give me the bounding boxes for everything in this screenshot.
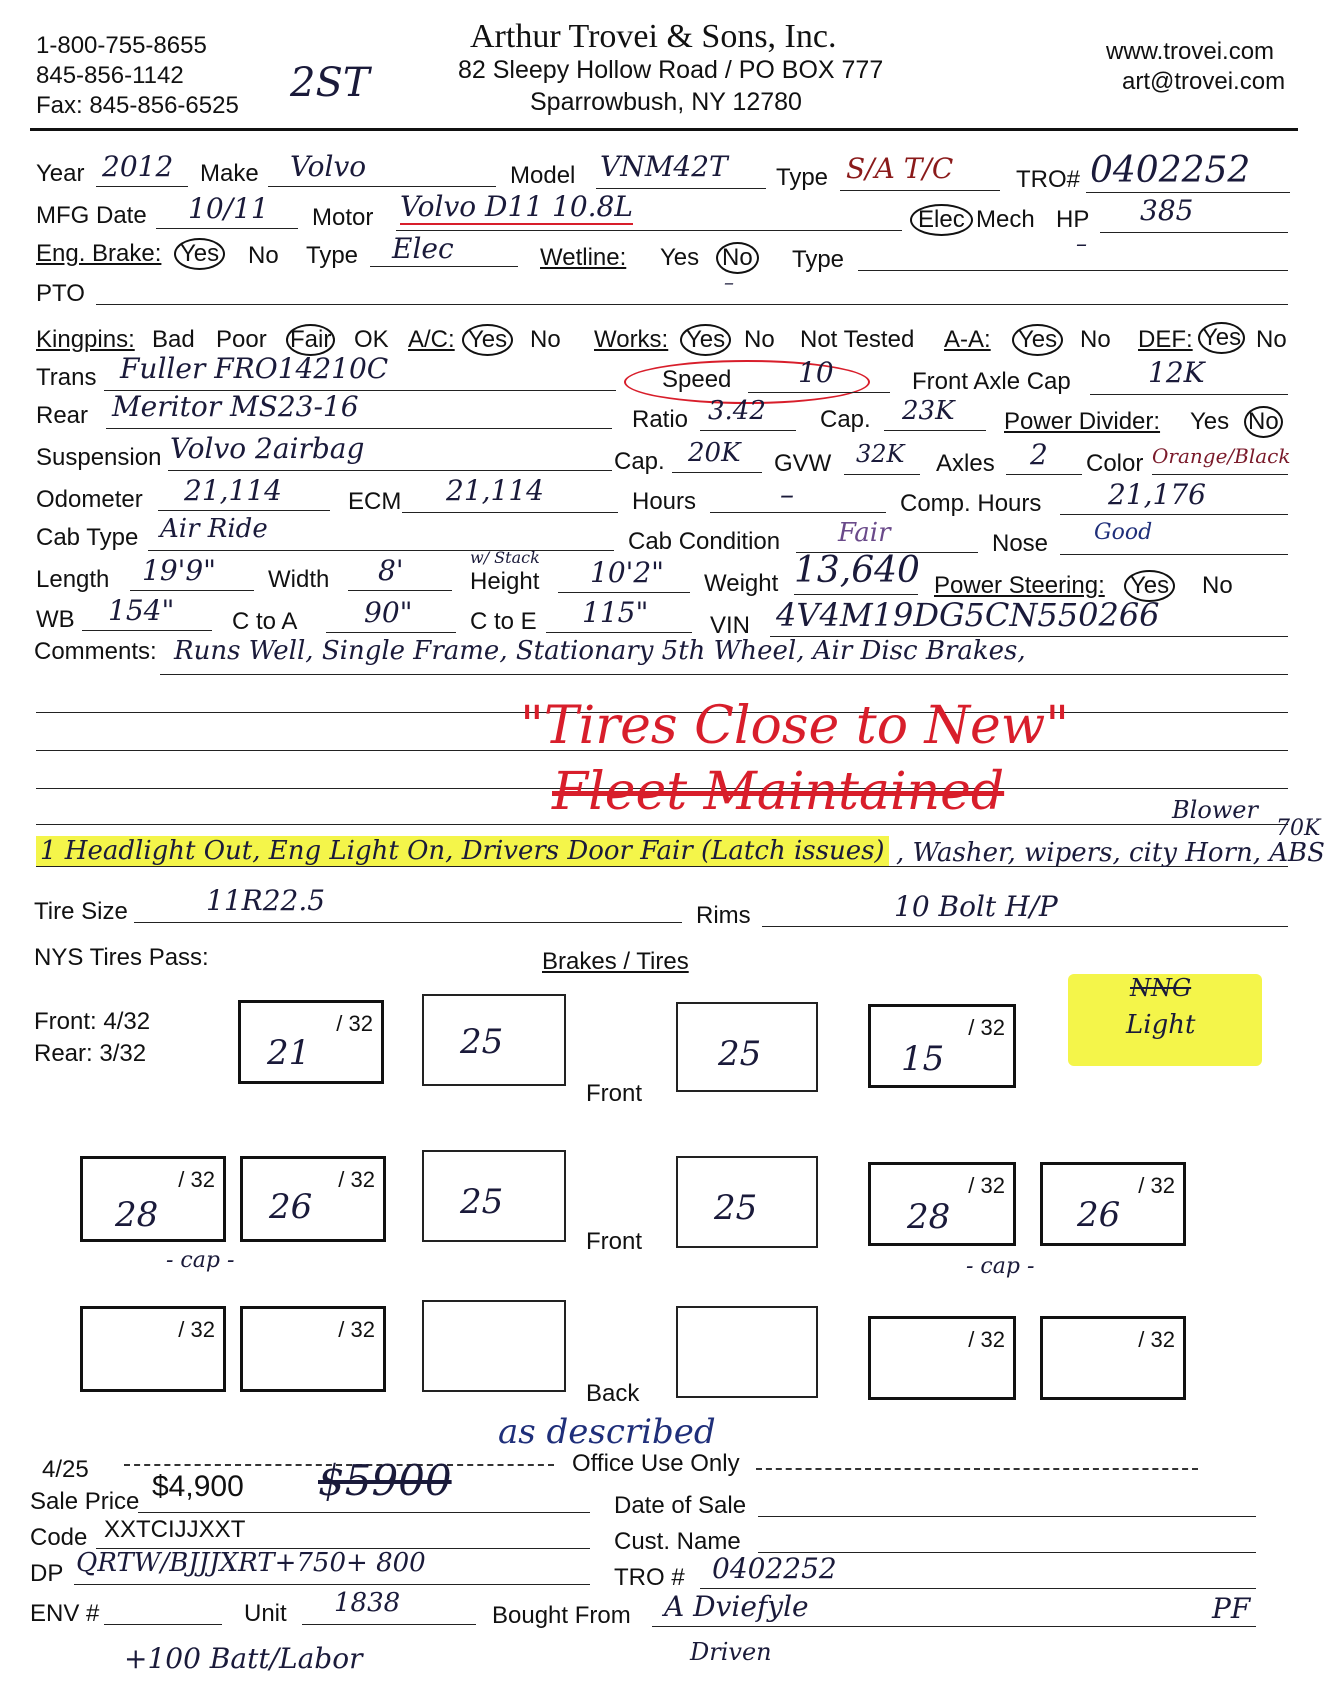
cab-condition-value: Fair [838, 518, 891, 548]
pf-note: PF [1212, 1592, 1251, 1625]
comment-fleet-maintained: Fleet Maintained [552, 762, 1005, 822]
tread-value: 15 [901, 1039, 945, 1079]
tire-box-front-right [868, 1004, 1016, 1088]
gvw-label: GVW [774, 450, 832, 477]
bought-from-value: A Dviefyle [664, 1590, 809, 1623]
tire-box-mid-outer-left [80, 1156, 226, 1242]
hp-value: 385 [1140, 194, 1194, 227]
type-value: S/A T/C [846, 152, 954, 185]
dp-label: DP [30, 1560, 64, 1587]
kingpins-fair-circled: Fair [286, 324, 335, 356]
bought-from-label: Bought From [492, 1602, 631, 1629]
wetline-label: Wetline: [540, 244, 627, 271]
height-note: w/ Stack [470, 548, 540, 567]
front-spec: Front: 4/32 [34, 1008, 151, 1035]
vin-value: 4V4M19DG5CN550266 [776, 596, 1160, 634]
motor-label: Motor [312, 204, 374, 231]
kingpins-bad: Bad [152, 326, 195, 353]
brake-box-rear-right [676, 1306, 818, 1398]
comment-highlighted: 1 Headlight Out, Eng Light On, Drivers Door Fair (Latch issues) [36, 836, 889, 866]
brake-value: 25 [460, 1182, 504, 1222]
length-value: 19'9" [142, 554, 217, 587]
tire-size-value: 11R22.5 [206, 884, 326, 917]
pto-label: PTO [36, 280, 85, 307]
year-label: Year [36, 160, 85, 187]
tire-size-label: Tire Size [34, 898, 128, 925]
tire-box-rear-inner-left [240, 1306, 386, 1392]
tro-value: 0402252 [1090, 150, 1251, 191]
tire-box-mid-inner-left [240, 1156, 386, 1242]
brake-value: 25 [460, 1022, 504, 1062]
tire-box-mid-inner-right [868, 1162, 1016, 1246]
power-steering-yes-circled: Yes [1124, 570, 1175, 602]
nys-note-1: NNG [1130, 974, 1192, 1002]
wb-label: WB [36, 606, 75, 633]
mfg-date-value: 10/11 [188, 192, 269, 225]
width-value: 8' [378, 554, 404, 587]
comments-label: Comments: [34, 638, 157, 665]
driven-note: Driven [690, 1638, 772, 1666]
vin-label: VIN [710, 612, 751, 639]
tro-number-label: TRO # [614, 1564, 685, 1591]
wetline-no-circled: No [716, 242, 759, 274]
tro-number-value: 0402252 [712, 1552, 837, 1585]
works-label: Works: [594, 326, 669, 353]
tire-box-rear-outer-left [80, 1306, 226, 1392]
cab-type-label: Cab Type [36, 524, 139, 551]
unit-label: Unit [244, 1600, 287, 1627]
nose-label: Nose [992, 530, 1049, 557]
brake-value: 25 [714, 1188, 758, 1228]
wetline-type-label: Type [792, 246, 845, 273]
dp-value: QRTW/BJJJXRT+750+ 800 [76, 1548, 426, 1578]
batt-labor-note: +100 Batt/Labor [124, 1642, 363, 1675]
height-value: 10'2" [590, 556, 665, 589]
aa-yes-circled: Yes [1012, 324, 1063, 356]
suspension-value: Volvo 2airbag [170, 432, 365, 465]
kingpins-ok: OK [354, 326, 389, 353]
old-price-struck: $5900 [318, 1456, 452, 1505]
works-not-tested: Not Tested [800, 326, 915, 353]
eng-brake-type-value: Elec [392, 232, 454, 265]
front-label-1: Front [586, 1080, 643, 1107]
per32-label: / 32 [336, 1011, 373, 1036]
aa-no: No [1080, 326, 1111, 353]
ecm-label: ECM [348, 488, 402, 515]
brake-box-front-right [676, 1002, 818, 1092]
brake-value: 25 [718, 1034, 762, 1074]
sale-price-value: $4,900 [152, 1470, 244, 1503]
comp-hours-value: 21,176 [1108, 478, 1206, 511]
c-to-a-value: 90" [364, 596, 413, 629]
length-label: Length [36, 566, 110, 593]
tire-box-mid-outer-right [1040, 1162, 1186, 1246]
per32-label: / 32 [338, 1317, 375, 1342]
comment-line-1: Runs Well, Single Frame, Stationary 5th Wheel, Air Disc Brakes, [174, 636, 1026, 666]
power-divider-label: Power Divider: [1004, 408, 1161, 435]
height-label: Height [470, 568, 540, 595]
power-divider-yes: Yes [1190, 408, 1230, 435]
ac-yes-circled: Yes [462, 324, 513, 356]
front-label-2: Front [586, 1228, 643, 1255]
eng-brake-label: Eng. Brake: [36, 240, 162, 267]
speed-value: 10 [798, 356, 834, 389]
nose-value: Good [1094, 520, 1153, 545]
tread-value: 21 [267, 1033, 311, 1073]
ratio-label: Ratio [632, 406, 689, 433]
ecm-value: 21,114 [446, 474, 544, 507]
code-value: XXTCIJJXXT [104, 1516, 246, 1543]
ratio-value: 3.42 [708, 396, 766, 426]
phone-2: 845-856-1142 [36, 62, 184, 89]
company-address-2: Sparrowbush, NY 12780 [530, 88, 802, 116]
model-value: VNM42T [600, 150, 728, 183]
def-no: No [1256, 326, 1287, 353]
brake-box-front-left [422, 994, 566, 1086]
rear-label: Rear [36, 402, 89, 429]
def-yes-circled: Yes [1198, 322, 1245, 354]
tread-value: 28 [907, 1197, 951, 1237]
per32-label: / 32 [178, 1167, 215, 1192]
kingpins-poor: Poor [216, 326, 267, 353]
make-value: Volvo [290, 150, 367, 183]
phone-1: 1-800-755-8655 [36, 32, 207, 59]
motor-value: Volvo D11 10.8L [400, 190, 633, 223]
rear-spec: Rear: 3/32 [34, 1040, 147, 1067]
tire-box-rear-outer-right [1040, 1316, 1186, 1400]
brake-box-mid-left [422, 1150, 566, 1242]
type-label: Type [776, 164, 829, 191]
env-label: ENV # [30, 1600, 100, 1627]
axles-value: 2 [1030, 438, 1048, 471]
suspension-label: Suspension [36, 444, 162, 471]
tire-box-rear-inner-right [868, 1316, 1016, 1400]
eng-brake-type-label: Type [306, 242, 359, 269]
company-name: Arthur Trovei & Sons, Inc. [470, 18, 837, 55]
power-steering-label: Power Steering: [934, 572, 1105, 599]
suspension-cap-value: 20K [688, 438, 741, 468]
color-value: Orange/Black [1152, 444, 1291, 468]
wetline-dash: – [724, 270, 734, 294]
back-label: Back [586, 1380, 640, 1407]
make-label: Make [200, 160, 259, 187]
nys-note-2: Light [1126, 1010, 1196, 1040]
hp-label: HP [1056, 206, 1090, 233]
comment-70k: 70K [1276, 816, 1321, 841]
ac-no: No [530, 326, 561, 353]
rims-value: 10 Bolt H/P [894, 890, 1058, 923]
handwritten-note-2st: 2ST [290, 60, 370, 106]
year-value: 2012 [102, 150, 174, 183]
front-axle-cap-value: 12K [1148, 356, 1205, 389]
fax: Fax: 845-856-6525 [36, 92, 239, 119]
per32-label: / 32 [968, 1015, 1005, 1040]
power-divider-no-circled: No [1244, 406, 1283, 438]
per32-label: / 32 [178, 1317, 215, 1342]
c-to-e-value: 115" [582, 596, 649, 629]
email: art@trovei.com [1122, 68, 1286, 95]
kingpins-label: Kingpins: [36, 326, 135, 353]
speed-label: Speed [662, 366, 732, 393]
rear-value: Meritor MS23-16 [112, 390, 359, 423]
as-described-note: as described [498, 1412, 716, 1452]
ac-label: A/C: [408, 326, 455, 353]
cap-note-right: - cap - [966, 1254, 1035, 1279]
gvw-value: 32K [856, 440, 905, 468]
brake-box-mid-right [676, 1156, 818, 1248]
odometer-label: Odometer [36, 486, 143, 513]
c-to-a-label: C to A [232, 608, 298, 635]
brake-box-rear-left [422, 1300, 566, 1392]
cab-type-value: Air Ride [160, 514, 268, 544]
comment-blower: Blower [1172, 796, 1258, 824]
nys-tires-pass-label: NYS Tires Pass: [34, 944, 209, 971]
tread-value: 26 [269, 1187, 313, 1227]
comp-hours-label: Comp. Hours [900, 490, 1042, 517]
mfg-date-label: MFG Date [36, 202, 147, 229]
date-of-sale-label: Date of Sale [614, 1492, 747, 1519]
cap-note-left: - cap - [166, 1248, 235, 1273]
tread-value: 26 [1077, 1195, 1121, 1235]
date-note: 4/25 [42, 1456, 89, 1483]
tro-label: TRO# [1016, 166, 1081, 193]
per32-label: / 32 [338, 1167, 375, 1192]
rear-cap-value: 23K [902, 396, 955, 426]
works-yes-circled: Yes [680, 324, 731, 356]
comment-tires-close-to-new: "Tires Close to New" [520, 696, 1070, 756]
odometer-value: 21,114 [184, 474, 282, 507]
header-divider [30, 128, 1298, 131]
color-label: Color [1086, 450, 1144, 477]
website: www.trovei.com [1106, 38, 1275, 65]
per32-label: / 32 [1138, 1327, 1175, 1352]
trans-label: Trans [36, 364, 97, 391]
width-label: Width [268, 566, 330, 593]
wetline-yes: Yes [660, 244, 700, 271]
axles-label: Axles [936, 450, 995, 477]
per32-label: / 32 [1138, 1173, 1175, 1198]
comment-rest: , Washer, wipers, city Horn, ABS [896, 838, 1325, 868]
wb-value: 154" [108, 594, 175, 627]
model-label: Model [510, 162, 576, 189]
hours-label: Hours [632, 488, 697, 515]
c-to-e-label: C to E [470, 608, 537, 635]
unit-value: 1838 [334, 1588, 401, 1618]
aa-label: A-A: [944, 326, 991, 353]
power-steering-no: No [1202, 572, 1233, 599]
hp-dash: – [1076, 232, 1087, 257]
brakes-tires-heading: Brakes / Tires [542, 948, 689, 975]
suspension-cap-label: Cap. [614, 448, 665, 475]
front-axle-cap-label: Front Axle Cap [912, 368, 1071, 395]
cab-condition-label: Cab Condition [628, 528, 781, 555]
def-label: DEF: [1138, 326, 1193, 353]
works-no: No [744, 326, 775, 353]
cust-name-label: Cust. Name [614, 1528, 741, 1555]
elec-option-circled: Elec [910, 204, 973, 236]
code-label: Code [30, 1524, 88, 1551]
company-address-1: 82 Sleepy Hollow Road / PO BOX 777 [458, 56, 884, 84]
hours-value: – [780, 478, 794, 511]
per32-label: / 32 [968, 1173, 1005, 1198]
weight-label: Weight [704, 570, 779, 597]
tire-box-front-left [238, 1000, 384, 1084]
weight-value: 13,640 [794, 550, 920, 591]
mech-option: Mech [976, 206, 1035, 233]
rims-label: Rims [696, 902, 751, 929]
sale-price-label: Sale Price [30, 1488, 140, 1515]
per32-label: / 32 [968, 1327, 1005, 1352]
tread-value: 28 [115, 1195, 159, 1235]
trans-value: Fuller FRO14210C [120, 352, 389, 385]
eng-brake-no: No [248, 242, 279, 269]
rear-cap-label: Cap. [820, 406, 871, 433]
office-use-only: Office Use Only [572, 1450, 740, 1477]
eng-brake-yes-circled: Yes [174, 238, 225, 270]
